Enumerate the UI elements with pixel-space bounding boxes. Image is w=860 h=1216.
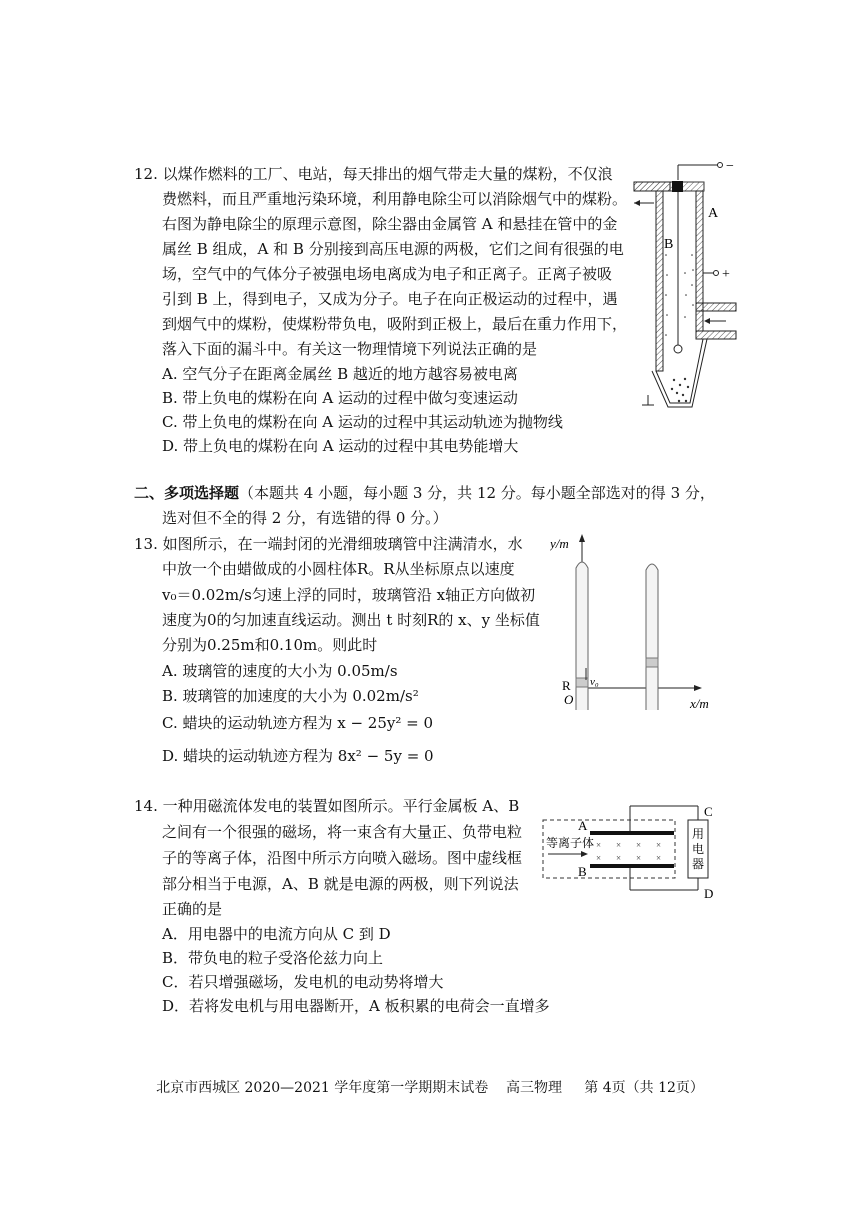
svg-text:×: × xyxy=(596,853,602,863)
fig14-device: 用电器 xyxy=(692,827,705,871)
fig12-label-b: B xyxy=(664,237,674,252)
section-2-title: 二、多项选择题 xyxy=(134,484,240,502)
precipitator-diagram xyxy=(630,155,740,415)
q14-option-b: B．带负电的粒子受洛伦兹力向上 xyxy=(162,949,384,967)
q14-option-a: A．用电器中的电流方向从 C 到 D xyxy=(162,925,391,943)
q12-option-a: A. 空气分子在距离金属丝 B 越近的地方越容易被电离 xyxy=(162,365,518,383)
q12-line-7: 到烟气中的煤粉，使煤粉带负电，吸附到正极上，最后在重力作用下， xyxy=(162,315,628,333)
q14-option-c: C．若只增强磁场，发电机的电动势将增大 xyxy=(162,973,444,991)
q12-line-1: 12. 以煤作燃料的工厂、电站，每天排出的烟气带走大量的煤粉，不仅浪 xyxy=(134,165,613,183)
fig12-minus: − xyxy=(726,159,734,174)
fig13-r-label: R xyxy=(562,678,571,693)
q13-option-c: C. 蜡块的运动轨迹方程为 x − 25y² = 0 xyxy=(162,714,434,732)
q13-line-4: 速度为0的匀加速直线运动。测出 t 时刻R的 x、y 坐标值 xyxy=(162,611,540,629)
q13-option-d: D. 蜡块的运动轨迹方程为 8x² − 5y = 0 xyxy=(162,747,434,765)
svg-text:×: × xyxy=(656,840,662,850)
q12-option-c: C. 带上负电的煤粉在向 A 运动的过程中其运动轨迹为抛物线 xyxy=(162,413,563,431)
fig13-y-label: y/m xyxy=(550,536,569,551)
section-2-desc-2: 选对但不全的得 2 分，有选错的得 0 分。） xyxy=(162,509,448,527)
fig14-label-c: C xyxy=(704,804,713,819)
q12-line-5: 场，空气中的气体分子被强电场电离成为电子和正离子。正离子被吸 xyxy=(162,265,613,283)
q13-line-2: 中放一个由蜡做成的小圆柱体R。R从坐标原点以速度 xyxy=(162,560,515,578)
q14-line-2: 之间有一个很强的磁场，将一束含有大量正、负带电粒 xyxy=(162,823,523,841)
q13-option-b: B. 玻璃管的加速度的大小为 0.02m/s² xyxy=(162,687,419,705)
q13-line-5: 分别为0.25m和0.10m。则此时 xyxy=(162,636,378,654)
q14-line-3: 子的等离子体，沿图中所示方向喷入磁场。图中虚线框 xyxy=(162,849,523,867)
fig13-x-label: x/m xyxy=(690,696,709,711)
q12-option-d: D. 带上负电的煤粉在向 A 运动的过程中其电势能增大 xyxy=(162,437,519,455)
q13-option-a: A. 玻璃管的速度的大小为 0.05m/s xyxy=(162,662,398,680)
svg-text:×: × xyxy=(596,840,602,850)
q12-line-6: 引到 B 上，得到电子，又成为分子。电子在向正极运动的过程中，遇 xyxy=(162,290,618,308)
fig12-plus: + xyxy=(722,267,730,282)
fig14-plasma: 等离子体 xyxy=(546,836,595,850)
q13-line-3: v₀＝0.02m/s匀速上浮的同时，玻璃管沿 x轴正方向做初 xyxy=(162,586,536,604)
q14-line-4: 部分相当于电源，A、B 就是电源的两极，则下列说法 xyxy=(162,875,519,893)
svg-text:×: × xyxy=(616,840,622,850)
fig12-label-a: A xyxy=(708,206,719,221)
q12-line-4: 属丝 B 组成，A 和 B 分别接到高压电源的两极，它们之间有很强的电 xyxy=(162,240,624,258)
q13-line-1: 13. 如图所示，在一端封闭的光滑细玻璃管中注满清水，水 xyxy=(134,535,523,553)
mhd-generator-diagram xyxy=(540,800,730,900)
fig14-label-d: D xyxy=(704,886,714,900)
q12-line-2: 费燃料，而且严重地污染环境，利用静电除尘可以消除烟气中的煤粉。 xyxy=(162,190,628,208)
svg-text:×: × xyxy=(616,853,622,863)
q12-option-b: B. 带上负电的煤粉在向 A 运动的过程中做匀变速运动 xyxy=(162,389,518,407)
q12-line-3: 右图为静电除尘的原理示意图，除尘器由金属管 A 和悬挂在管中的金 xyxy=(162,215,618,233)
section-2-desc-1: （本题共 4 小题，每小题 3 分，共 12 分。每小题全部选对的得 3 分， xyxy=(239,484,715,502)
svg-text:×: × xyxy=(636,840,642,850)
fig14-label-b: B xyxy=(578,864,587,879)
fig13-origin: O xyxy=(564,692,574,707)
fig13-v-label: v₀ xyxy=(590,676,599,688)
q14-line-5: 正确的是 xyxy=(162,900,223,918)
q14-option-d: D．若将发电机与用电器断开，A 板积累的电荷会一直增多 xyxy=(162,997,550,1015)
glass-tube-diagram xyxy=(550,530,720,720)
svg-text:×: × xyxy=(636,853,642,863)
svg-text:×: × xyxy=(656,853,662,863)
q14-line-1: 14. 一种用磁流体发电的装置如图所示。平行金属板 A、B xyxy=(134,797,520,815)
page-footer: 北京市西城区 2020—2021 学年度第一学期期末试卷 高三物理 第 4页（共 12页） xyxy=(156,1080,704,1096)
q12-line-8: 落入下面的漏斗中。有关这一物理情境下列说法正确的是 xyxy=(162,340,538,358)
fig14-label-a: A xyxy=(578,818,588,833)
